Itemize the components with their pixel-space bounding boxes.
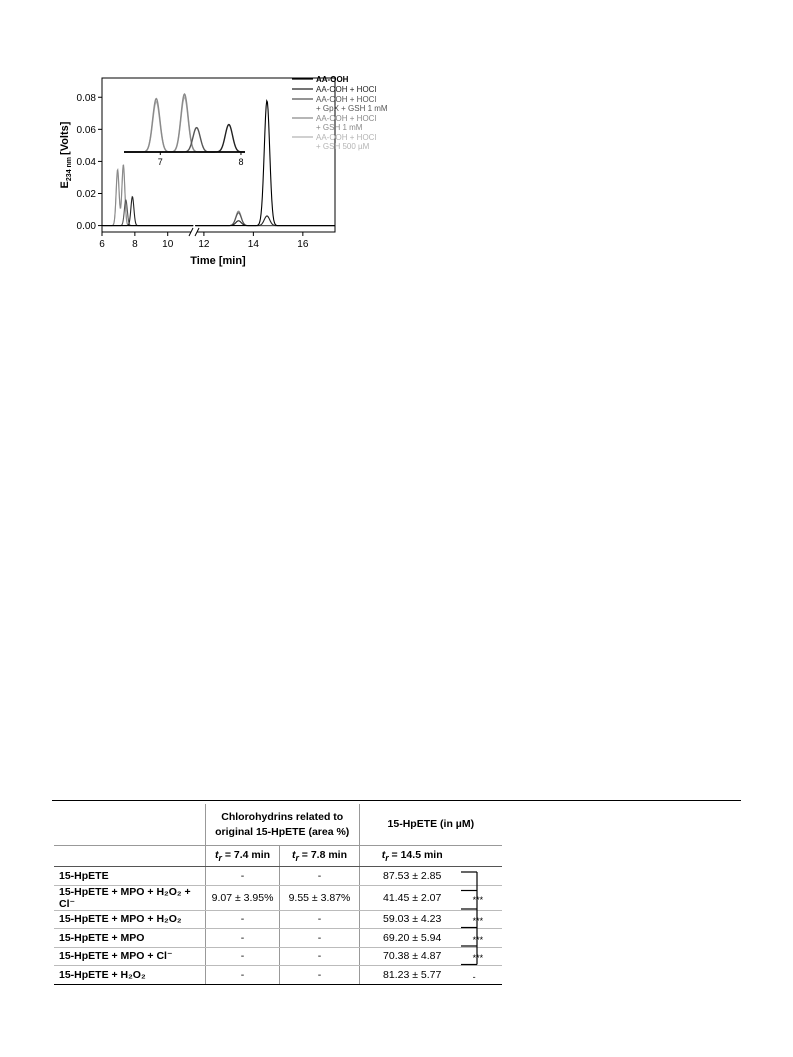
table-row xyxy=(54,867,502,886)
table-top-rule xyxy=(52,800,741,801)
header-hpete: 15-HpETE (in µM) xyxy=(359,804,502,846)
cell-chlorohydrin-78: 9.55 ± 3.87% xyxy=(280,885,359,910)
legend-label: + GSH 1 mM xyxy=(316,123,363,132)
cell-hpete-conc: 87.53 ± 2.85 xyxy=(359,867,465,886)
cell-chlorohydrin-74: - xyxy=(205,867,280,886)
cell-significance: *** xyxy=(465,910,502,929)
significance-bracket xyxy=(459,864,499,984)
y-tick-label: 0.04 xyxy=(76,156,96,168)
row-label: 15-HpETE + MPO + H₂O₂ + Cl⁻ xyxy=(54,885,205,910)
cell-significance: *** xyxy=(465,947,502,966)
cell-chlorohydrin-74: - xyxy=(205,947,280,966)
y-tick-label: 0.06 xyxy=(76,124,96,136)
legend-label: AA-OOH + HOCl xyxy=(316,114,377,123)
table-subheader-row xyxy=(54,846,502,867)
legend-label: AA-OOH + HOCl xyxy=(316,95,377,104)
x-tick-label: 10 xyxy=(162,239,174,250)
row-label: 15-HpETE + MPO xyxy=(54,929,205,948)
series-line xyxy=(102,165,193,225)
y-axis-label xyxy=(59,121,73,188)
table-row xyxy=(54,966,502,985)
x-tick-label: 14 xyxy=(247,239,259,250)
cell-chlorohydrin-78: - xyxy=(280,947,359,966)
table-row xyxy=(54,885,502,910)
legend-label: + GpX + GSH 1 mM xyxy=(316,104,388,113)
cell-hpete-conc: 70.38 ± 4.87 xyxy=(359,947,465,966)
cell-hpete-conc: 81.23 ± 5.77 xyxy=(359,966,465,985)
cell-chlorohydrin-74: - xyxy=(205,966,280,985)
cell-chlorohydrin-74: 9.07 ± 3.95% xyxy=(205,885,280,910)
inset-x-tick-label: 8 xyxy=(238,157,244,167)
cell-chlorohydrin-74: - xyxy=(205,929,280,948)
y-tick-label: 0.02 xyxy=(76,189,96,200)
table-row xyxy=(54,910,502,929)
row-label: 15-HpETE + MPO + H₂O₂ xyxy=(54,910,205,929)
header-empty xyxy=(54,804,205,846)
row-label: 15-HpETE + MPO + Cl⁻ xyxy=(54,947,205,966)
y-tick-label: 0.08 xyxy=(76,92,96,104)
y-axis-label-unit: [Volts] xyxy=(59,121,71,155)
y-axis-label-sub: 234 nm xyxy=(66,156,73,182)
y-axis-label-main: E xyxy=(59,181,71,189)
cell-chlorohydrin-78: - xyxy=(280,966,359,985)
cell-hpete-conc: 59.03 ± 4.23 xyxy=(359,910,465,929)
row-label: 15-HpETE xyxy=(54,867,205,886)
x-axis-label: Time [min] xyxy=(190,255,246,267)
subheader-t74: $t_r = 7.4$ min xyxy=(205,846,280,867)
subheader-t78: $t_r = 7.8$ min xyxy=(280,846,359,867)
chart-legend xyxy=(292,75,388,151)
subheader-t145: $t_r = 14.5$ min xyxy=(359,846,465,867)
legend-label: AA-OOH xyxy=(316,75,349,84)
table-row xyxy=(54,929,502,948)
x-tick-label: 16 xyxy=(297,239,309,250)
x-tick-label: 12 xyxy=(198,239,210,250)
cell-significance: *** xyxy=(465,885,502,910)
subheader-empty xyxy=(54,846,205,867)
cell-chlorohydrin-78: - xyxy=(280,929,359,948)
table-row xyxy=(54,947,502,966)
cell-chlorohydrin-74: - xyxy=(205,910,280,929)
inset-x-tick-label: 7 xyxy=(157,157,163,167)
header-chlorohydrins: Chlorohydrins related to original 15-HpETE (area %) xyxy=(205,804,359,846)
x-tick-label: 6 xyxy=(99,239,105,250)
x-tick-label: 8 xyxy=(132,239,138,250)
cell-significance: - xyxy=(465,966,502,985)
legend-label: AA-OOH + HOCl xyxy=(316,133,377,142)
y-tick-label: 0.00 xyxy=(76,221,96,233)
cell-significance: *** xyxy=(465,929,502,948)
results-table xyxy=(54,804,504,985)
legend-label: + GSH 500 µM xyxy=(316,142,370,151)
svg-text:E234 nm[Volts] xyxy=(59,121,73,188)
table-header-row xyxy=(54,804,502,846)
series-line xyxy=(195,216,334,226)
legend-label: AA-OOH + HOCl xyxy=(316,85,377,94)
cell-hpete-conc: 41.45 ± 2.07 xyxy=(359,885,465,910)
cell-chlorohydrin-78: - xyxy=(280,867,359,886)
cell-chlorohydrin-78: - xyxy=(280,910,359,929)
results-table-grid xyxy=(54,804,502,985)
chromatogram-figure xyxy=(0,0,793,300)
cell-hpete-conc: 69.20 ± 5.94 xyxy=(359,929,465,948)
row-label: 15-HpETE + H₂O₂ xyxy=(54,966,205,985)
